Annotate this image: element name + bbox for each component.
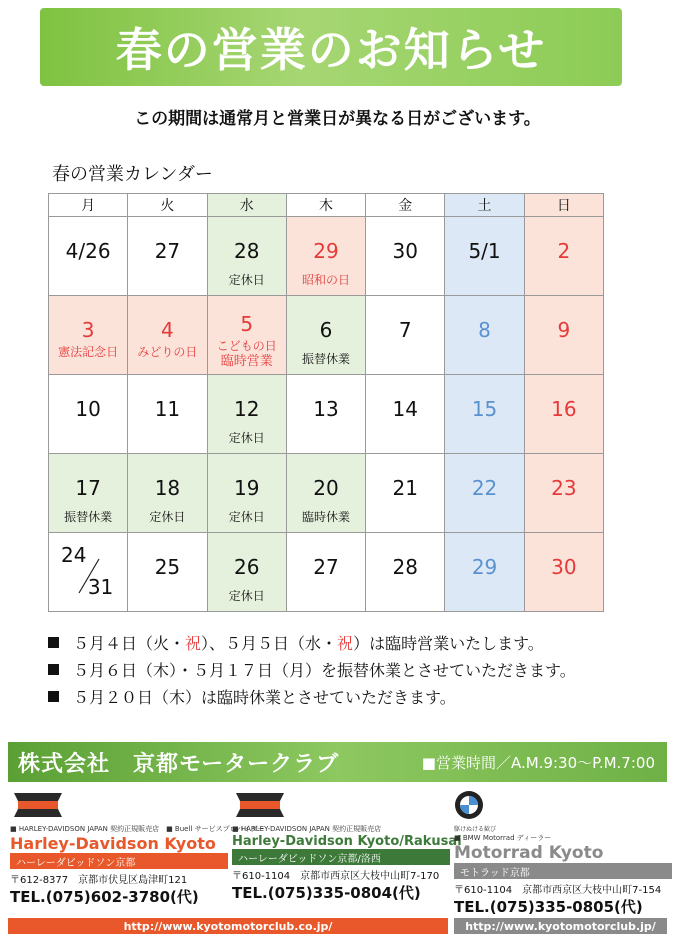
- day-number: 14: [392, 397, 418, 421]
- day-number: 13: [313, 397, 339, 421]
- harley-davidson-logo-icon: [10, 790, 66, 820]
- shop-phone: TEL.(075)602-3780(代): [10, 888, 199, 906]
- day-cell: [286, 375, 365, 454]
- day-number: 4: [161, 318, 174, 342]
- day-number: 28: [233, 239, 260, 263]
- day-cell: [286, 454, 365, 533]
- notice-line-2: ５月６日（木）・５月１７日（月）を振替休業とさせていただきます。: [48, 658, 576, 681]
- weekday-mon: 月: [49, 194, 128, 217]
- page-title: 春の営業のお知らせ: [115, 23, 547, 77]
- day-cell: [366, 296, 445, 375]
- day-number: 23: [551, 476, 577, 500]
- day-number: 29: [471, 555, 498, 579]
- day-cell: [128, 533, 207, 612]
- shop-name: Harley-Davidson Kyoto/Rakusai: [232, 834, 462, 849]
- day-number: 27: [313, 555, 339, 579]
- day-number: 25: [154, 555, 181, 579]
- shop-address: 〒610-1104 京都市西京区大枝中山町7-170: [232, 871, 440, 882]
- day-cell: [524, 296, 603, 375]
- shop-phone: TEL.(075)335-0804(代): [232, 884, 421, 902]
- shop-small-text: ■ BMW Motorrad ディーラー: [454, 834, 552, 842]
- company-footer: [8, 742, 667, 938]
- day-cell: [366, 454, 445, 533]
- title-banner: [40, 8, 622, 86]
- website-link[interactable]: http://www.kyotomotorclub.co.jp/: [8, 918, 448, 934]
- shop-address: 〒610-1104 京都市西京区大枝中山町7-154: [454, 885, 662, 896]
- weekday-sun: 日: [524, 194, 603, 217]
- day-number: 9: [557, 318, 571, 342]
- day-cell: [207, 533, 286, 612]
- shop-phone: TEL.(075)335-0805(代): [454, 898, 643, 916]
- day-note: 臨時休業: [301, 510, 350, 524]
- day-cell: [445, 217, 524, 296]
- day-cell: [524, 217, 603, 296]
- notice-line-3: ５月２０日（木）は臨時休業とさせていただきます。: [48, 685, 456, 708]
- calendar-week: [49, 533, 604, 612]
- bmw-slogan: 駆けぬける歓び: [454, 826, 497, 833]
- subtitle: この期間は通常月と営業日が異なる日がございます。: [134, 109, 541, 129]
- day-cell: [49, 533, 128, 612]
- day-cell: [207, 217, 286, 296]
- holiday-note: こどもの日: [216, 339, 277, 353]
- day-number: 28: [392, 555, 418, 579]
- calendar: [48, 193, 604, 612]
- day-number: 18: [154, 476, 181, 500]
- day-note: 定休日: [149, 510, 186, 524]
- day-number: 24: [61, 543, 87, 567]
- bmw-logo-icon: [454, 790, 484, 820]
- day-cell: [49, 296, 128, 375]
- calendar-week: [49, 217, 604, 296]
- day-number: 5/1: [468, 239, 501, 263]
- day-note: 定休日: [228, 589, 265, 603]
- day-number: 11: [154, 397, 181, 421]
- day-cell: [128, 296, 207, 375]
- day-cell: [286, 217, 365, 296]
- day-number: 19: [233, 476, 260, 500]
- day-number: 3: [81, 318, 95, 342]
- day-cell: [366, 217, 445, 296]
- day-cell: [445, 454, 524, 533]
- day-number: 6: [319, 318, 333, 342]
- day-number: 12: [233, 397, 260, 421]
- day-cell: [49, 454, 128, 533]
- day-number: 29: [313, 239, 339, 263]
- special-open-note: 臨時営業: [220, 354, 273, 369]
- day-number: 30: [392, 239, 418, 263]
- holiday-note: みどりの日: [137, 345, 198, 359]
- weekday-thu: 木: [286, 194, 365, 217]
- day-number: 22: [471, 476, 498, 500]
- harley-davidson-logo-icon: [232, 790, 288, 820]
- day-number: 16: [551, 397, 577, 421]
- day-number: 8: [478, 318, 491, 342]
- shop-tag: ハーレーダビッドソン京都/洛西: [232, 849, 450, 865]
- day-cell: [524, 375, 603, 454]
- day-note: 定休日: [228, 431, 265, 445]
- weekday-sat: 土: [445, 194, 524, 217]
- day-note: 振替休業: [301, 352, 350, 366]
- calendar-week: [49, 375, 604, 454]
- notice-line-1: ５月４日（火・祝）、５月５日（水・祝）は臨時営業いたします。: [48, 631, 544, 654]
- day-cell: [128, 454, 207, 533]
- day-cell: [445, 375, 524, 454]
- day-number: 21: [392, 476, 418, 500]
- day-cell: [286, 296, 365, 375]
- day-number: 30: [551, 555, 577, 579]
- day-cell: [49, 217, 128, 296]
- shop-tag: ハーレーダビッドソン京都: [10, 853, 228, 869]
- weekday-wed: 水: [207, 194, 286, 217]
- day-cell: [128, 375, 207, 454]
- shop-small-text: ■ HARLEY-DAVIDSON JAPAN 契約正規販売店 ■ Buell サービスプロバイダー: [10, 825, 265, 833]
- day-number: 27: [154, 239, 181, 263]
- day-cell: [207, 454, 286, 533]
- business-hours: ■営業時間／A.M.9:30～P.M.7:00: [421, 753, 655, 772]
- day-number: 2: [557, 239, 571, 263]
- day-cell: [524, 454, 603, 533]
- day-note: 振替休業: [64, 510, 113, 524]
- day-number: 17: [75, 476, 101, 500]
- holiday-note: 憲法記念日: [58, 345, 119, 359]
- weekday-header-row: [49, 194, 604, 217]
- bullet-square-icon: [48, 691, 59, 702]
- day-number: 15: [471, 397, 498, 421]
- bullet-square-icon: [48, 664, 59, 675]
- holiday-note: 昭和の日: [301, 273, 350, 287]
- day-cell: [286, 533, 365, 612]
- shop-name: Motorrad Kyoto: [454, 843, 604, 863]
- day-cell: [366, 533, 445, 612]
- calendar-title: 春の営業カレンダー: [52, 164, 213, 185]
- day-note: 定休日: [228, 510, 265, 524]
- day-number: 4/26: [65, 239, 111, 263]
- shop-name: Harley-Davidson Kyoto: [10, 834, 216, 853]
- day-number: 5: [240, 312, 254, 336]
- day-cell: [524, 533, 603, 612]
- day-number: 7: [398, 318, 412, 342]
- company-bar: [8, 742, 667, 782]
- weekday-tue: 火: [128, 194, 207, 217]
- day-cell: [207, 375, 286, 454]
- website-link-motorrad[interactable]: http://www.kyotomotorclub.jp/: [454, 918, 667, 934]
- shop-address: 〒612-8377 京都市伏見区島津町121: [10, 875, 188, 886]
- bullet-square-icon: [48, 637, 59, 648]
- day-cell: [366, 375, 445, 454]
- day-number: 26: [233, 555, 260, 579]
- day-number-alt: 31: [87, 575, 114, 599]
- day-cell: [49, 375, 128, 454]
- shop-tag: モトラッド京都: [454, 863, 672, 879]
- day-cell: [128, 217, 207, 296]
- day-note: 定休日: [228, 273, 265, 287]
- day-cell: [207, 296, 286, 375]
- company-name: 株式会社 京都モータークラブ: [18, 751, 340, 777]
- calendar-week: [49, 296, 604, 375]
- day-cell: [445, 296, 524, 375]
- calendar-week: [49, 454, 604, 533]
- day-number: 20: [313, 476, 339, 500]
- day-cell: [445, 533, 524, 612]
- day-number: 10: [75, 397, 101, 421]
- weekday-fri: 金: [366, 194, 445, 217]
- shop-small-text: ■ HARLEY-DAVIDSON JAPAN 契約正規販売店: [232, 825, 382, 833]
